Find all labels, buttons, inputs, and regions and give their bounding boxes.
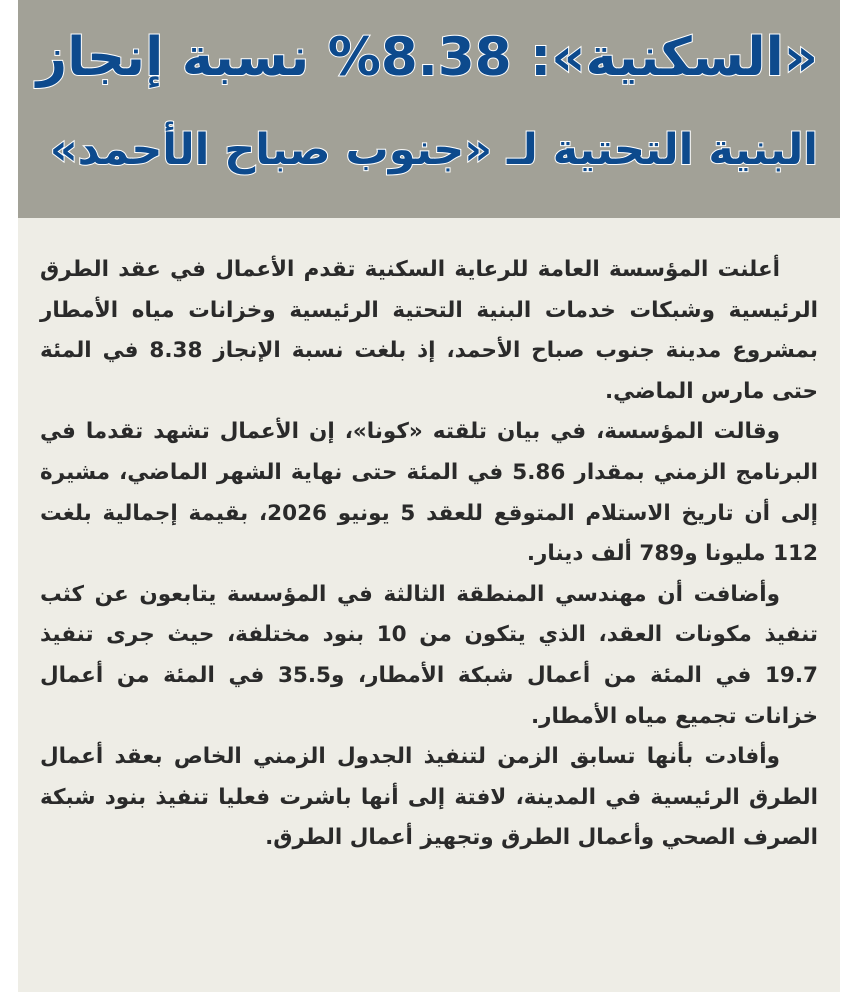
article-paragraph-1: أعلنت المؤسسة العامة للرعاية السكنية تقدم الأعمال في عقد الطرق الرئيسية وشبكات خدمات البنية التحتية الرئيسية وخزانات مياه الأمطار بمشروع مدينة جنوب صباح الأحمد، إذ بلغت نسبة الإنجاز 8.38 في المئة حتى مارس الماضي. — [40, 257, 818, 404]
headline-line-1: «السكنية»: 8.38% نسبة إنجاز — [36, 27, 818, 88]
news-article — [18, 0, 840, 992]
article-paragraph-3: وأضافت أن مهندسي المنطقة الثالثة في المؤسسة يتابعون عن كثب تنفيذ مكونات العقد، الذي يتكون من 10 بنود مختلفة، حيث جرى تنفيذ 19.7 في المئة من أعمال شبكة الأمطار، و35.5 في المئة من أعمال خزانات تجميع مياه الأمطار. — [40, 581, 819, 729]
headline-banner — [18, 0, 840, 218]
headline-line-2: البنية التحتية لـ «جنوب صباح الأحمد» — [49, 125, 818, 175]
article-paragraph-4: وأفادت بأنها تسابق الزمن لتنفيذ الجدول الزمني الخاص بعقد أعمال الطرق الرئيسية في المدينة، لافتة إلى أنها باشرت فعليا تنفيذ بنود شبكة الصرف الصحي وأعمال الطرق وتجهيز أعمال الطرق. — [40, 744, 818, 851]
article-paragraph-2: وقالت المؤسسة، في بيان تلقته «كونا»، إن الأعمال تشهد تقدما في البرنامج الزمني بمقدار 5.86 في المئة حتى نهاية الشهر الماضي، مشيرة إلى أن تاريخ الاستلام المتوقع للعقد 5 يونيو 2026، بقيمة إجمالية بلغت 112 مليونا و789 ألف دينار. — [40, 419, 818, 567]
article-body — [40, 250, 818, 859]
